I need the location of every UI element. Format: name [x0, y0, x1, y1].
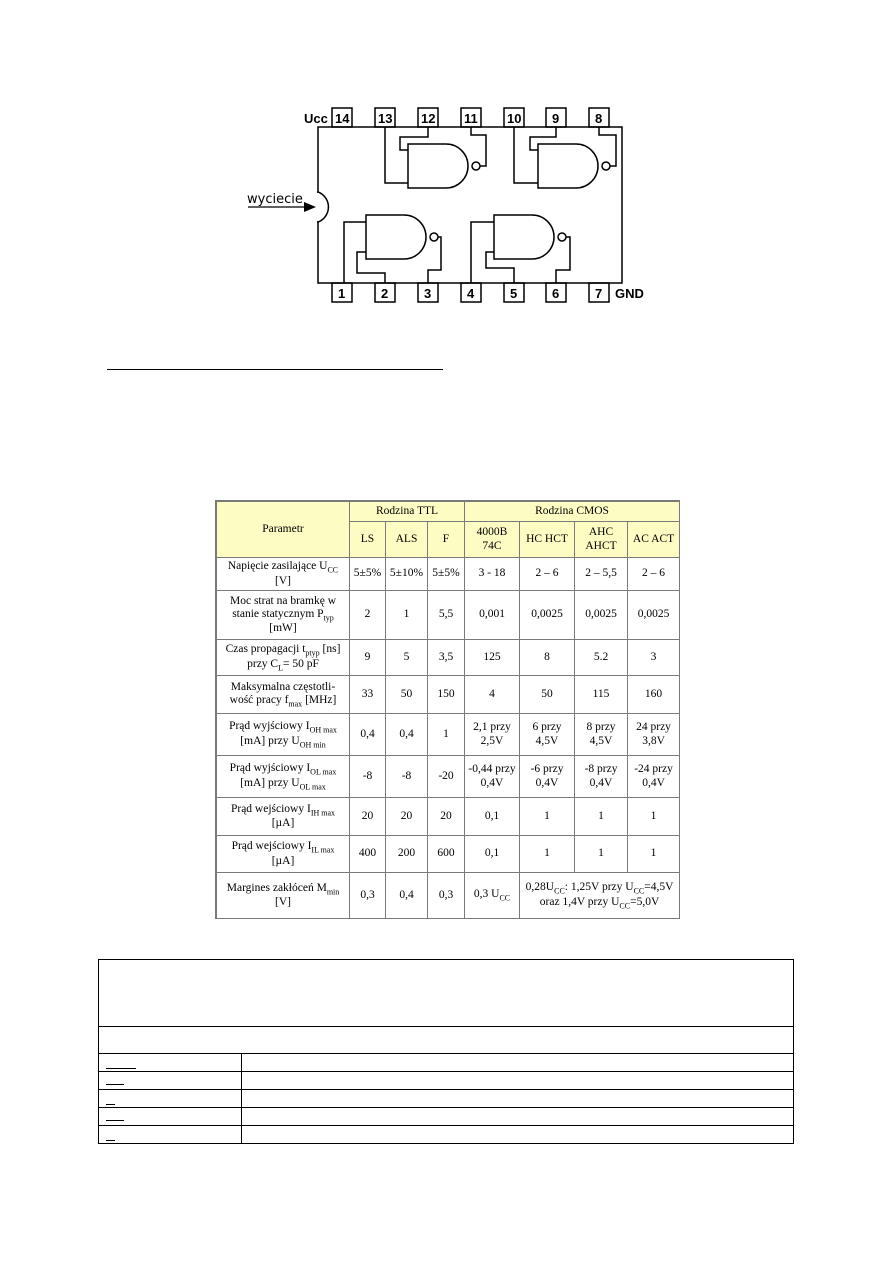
pin-label-7: 7 — [595, 286, 603, 301]
value-cell: 200 — [386, 836, 428, 873]
arrow-head-icon — [304, 202, 316, 212]
table-row — [217, 676, 680, 714]
subheader-ac-act: AC ACT — [628, 522, 680, 558]
value-cell: 5±5% — [428, 558, 465, 591]
value-cell: 9 — [350, 640, 386, 676]
table-row — [217, 756, 680, 798]
value-cell: 1 — [628, 798, 680, 836]
nand-gate-bottom-left — [366, 215, 426, 259]
subheader-als: ALS — [386, 522, 428, 558]
table-row — [217, 873, 680, 919]
value-cell: 50 — [386, 676, 428, 714]
inversion-bubble — [602, 162, 610, 170]
param-cell: Prąd wyjściowy $I_{OH max}$ [mA] przy $U_{OH min}$ — [217, 714, 350, 756]
pin-label-12: 12 — [421, 111, 436, 126]
pin-label-9: 9 — [552, 111, 560, 126]
value-cell: 1 — [628, 836, 680, 873]
overline-mark — [106, 1104, 115, 1105]
value-cell: 20 — [350, 798, 386, 836]
value-cell: 0,4 — [350, 714, 386, 756]
inversion-bubble — [472, 162, 480, 170]
subheader-f: F — [428, 522, 465, 558]
value-cell: 400 — [350, 836, 386, 873]
param-cell: Czas propagacji $t_{ptyp}$ [ns] przy $C_L= 50$ pF — [217, 640, 350, 676]
merged-value-cell: $0,28U_{CC}$: 1,25V przy $U_{CC}=4,5V$ oraz 1,4V przy $U_{CC}=5,0V$ — [520, 873, 680, 919]
table-row — [99, 1090, 794, 1108]
pin-label-1: 1 — [338, 286, 346, 301]
table-row — [217, 714, 680, 756]
overline-mark — [106, 1140, 115, 1141]
overline-mark — [106, 1068, 136, 1069]
heading-underline — [107, 369, 443, 370]
value-cell: 0,4 — [386, 714, 428, 756]
pin-label-14: 14 — [335, 111, 350, 126]
table-row — [217, 836, 680, 873]
value-cell: 2,1 przy 2,5V — [465, 714, 520, 756]
ic-pinout-diagram — [240, 100, 660, 310]
symbol-cell — [99, 1054, 242, 1072]
value-cell: 1 — [520, 836, 575, 873]
description-cell — [242, 1090, 794, 1108]
pin-label-ucc: Ucc — [304, 111, 328, 126]
answer-box-top — [99, 960, 794, 1027]
value-cell: 4 — [465, 676, 520, 714]
value-cell: 0,1 — [465, 836, 520, 873]
param-cell: Margines zakłóceń $M_{min}$ [V] — [217, 873, 350, 919]
table-row — [99, 1054, 794, 1072]
header-ttl-family: Rodzina TTL — [350, 502, 465, 522]
value-cell: 0,001 — [465, 591, 520, 640]
param-cell: Prąd wejściowy $I_{IL max}$ [µA] — [217, 836, 350, 873]
value-cell: 2 – 5,5 — [575, 558, 628, 591]
pin-label-13: 13 — [378, 111, 393, 126]
header-cmos-family: Rodzina CMOS — [465, 502, 680, 522]
value-cell: 3 — [628, 640, 680, 676]
value-cell: 50 — [520, 676, 575, 714]
value-cell: 150 — [428, 676, 465, 714]
ic-pinout-svg — [240, 100, 660, 310]
value-cell: 1 — [520, 798, 575, 836]
pin-label-10: 10 — [507, 111, 522, 126]
param-cell: Maksymalna częstotli-wość pracy $f_{max}$ [MHz] — [217, 676, 350, 714]
subheader-ls: LS — [350, 522, 386, 558]
table-row — [99, 1126, 794, 1144]
inversion-bubble — [430, 233, 438, 241]
table-row — [217, 558, 680, 591]
nand-gate-top-left — [408, 144, 468, 188]
symbol-cell — [99, 1090, 242, 1108]
pin-label-2: 2 — [381, 286, 389, 301]
nand-gate-top-right — [538, 144, 598, 188]
table-row — [99, 1072, 794, 1090]
answer-box-table — [98, 959, 794, 1144]
value-cell: 0,3 — [428, 873, 465, 919]
header-parameter: Parametr — [217, 502, 350, 558]
value-cell: 160 — [628, 676, 680, 714]
pin-label-8: 8 — [595, 111, 603, 126]
subheader-hc-hct: HC HCT — [520, 522, 575, 558]
value-cell: 3 - 18 — [465, 558, 520, 591]
inversion-bubble — [558, 233, 566, 241]
table-row — [217, 798, 680, 836]
value-cell: 5.2 — [575, 640, 628, 676]
value-cell: 20 — [428, 798, 465, 836]
value-cell: -8 przy 0,4V — [575, 756, 628, 798]
value-cell: -0,44 przy 0,4V — [465, 756, 520, 798]
value-cell: 125 — [465, 640, 520, 676]
value-cell: 0,3 — [350, 873, 386, 919]
value-cell: 3,5 — [428, 640, 465, 676]
description-cell — [242, 1054, 794, 1072]
pin-label-3: 3 — [424, 286, 432, 301]
chip-notch — [318, 192, 328, 222]
pin-label-6: 6 — [552, 286, 560, 301]
notch-label: wyciecie — [247, 192, 303, 207]
value-cell: 8 — [520, 640, 575, 676]
value-cell: 0,3 $U_{CC}$ — [465, 873, 520, 919]
value-cell: -8 — [386, 756, 428, 798]
value-cell: 0,4 — [386, 873, 428, 919]
logic-families-table-frame — [215, 500, 680, 919]
description-cell — [242, 1072, 794, 1090]
nand-gate-bottom-right — [494, 215, 554, 259]
value-cell: 33 — [350, 676, 386, 714]
subheader-4000b-74c: 4000B 74C — [465, 522, 520, 558]
symbol-cell — [99, 1072, 242, 1090]
value-cell: 6 przy 4,5V — [520, 714, 575, 756]
value-cell: 600 — [428, 836, 465, 873]
symbol-cell — [99, 1126, 242, 1144]
value-cell: 1 — [575, 798, 628, 836]
value-cell: 5 — [386, 640, 428, 676]
overline-mark — [106, 1084, 124, 1085]
overline-mark — [106, 1120, 124, 1121]
value-cell: -24 przy 0,4V — [628, 756, 680, 798]
subheader-ahc-ahct: AHC AHCT — [575, 522, 628, 558]
value-cell: 0,0025 — [575, 591, 628, 640]
param-cell: Prąd wejściowy $I_{IH max}$ [µA] — [217, 798, 350, 836]
value-cell: -8 — [350, 756, 386, 798]
table-row — [99, 1108, 794, 1126]
value-cell: 1 — [575, 836, 628, 873]
param-cell: Moc strat na bramkę w stanie statycznym $P_{typ}$ [mW] — [217, 591, 350, 640]
value-cell: 5,5 — [428, 591, 465, 640]
value-cell: 0,0025 — [520, 591, 575, 640]
chip-body — [318, 127, 622, 283]
answer-box-header — [99, 1027, 794, 1054]
description-cell — [242, 1108, 794, 1126]
value-cell: 24 przy 3,8V — [628, 714, 680, 756]
value-cell: 1 — [386, 591, 428, 640]
value-cell: 5±10% — [386, 558, 428, 591]
symbol-cell — [99, 1108, 242, 1126]
param-cell: Prąd wyjściowy $I_{OL max}$ [mA] przy $U_{OL max}$ — [217, 756, 350, 798]
pin-label-4: 4 — [467, 286, 475, 301]
value-cell: 2 – 6 — [628, 558, 680, 591]
table-row — [217, 640, 680, 676]
value-cell: 20 — [386, 798, 428, 836]
table-row — [217, 591, 680, 640]
description-cell — [242, 1126, 794, 1144]
pin-label-11: 11 — [464, 111, 478, 126]
logic-families-table — [216, 501, 680, 919]
value-cell: 2 — [350, 591, 386, 640]
value-cell: 115 — [575, 676, 628, 714]
value-cell: 0,0025 — [628, 591, 680, 640]
value-cell: 8 przy 4,5V — [575, 714, 628, 756]
value-cell: -20 — [428, 756, 465, 798]
pin-label-gnd: GND — [615, 286, 644, 301]
value-cell: 1 — [428, 714, 465, 756]
pin-label-5: 5 — [510, 286, 518, 301]
param-cell: Napięcie zasilające $U_{CC}$ [V] — [217, 558, 350, 591]
value-cell: 5±5% — [350, 558, 386, 591]
value-cell: 2 – 6 — [520, 558, 575, 591]
value-cell: 0,1 — [465, 798, 520, 836]
value-cell: -6 przy 0,4V — [520, 756, 575, 798]
